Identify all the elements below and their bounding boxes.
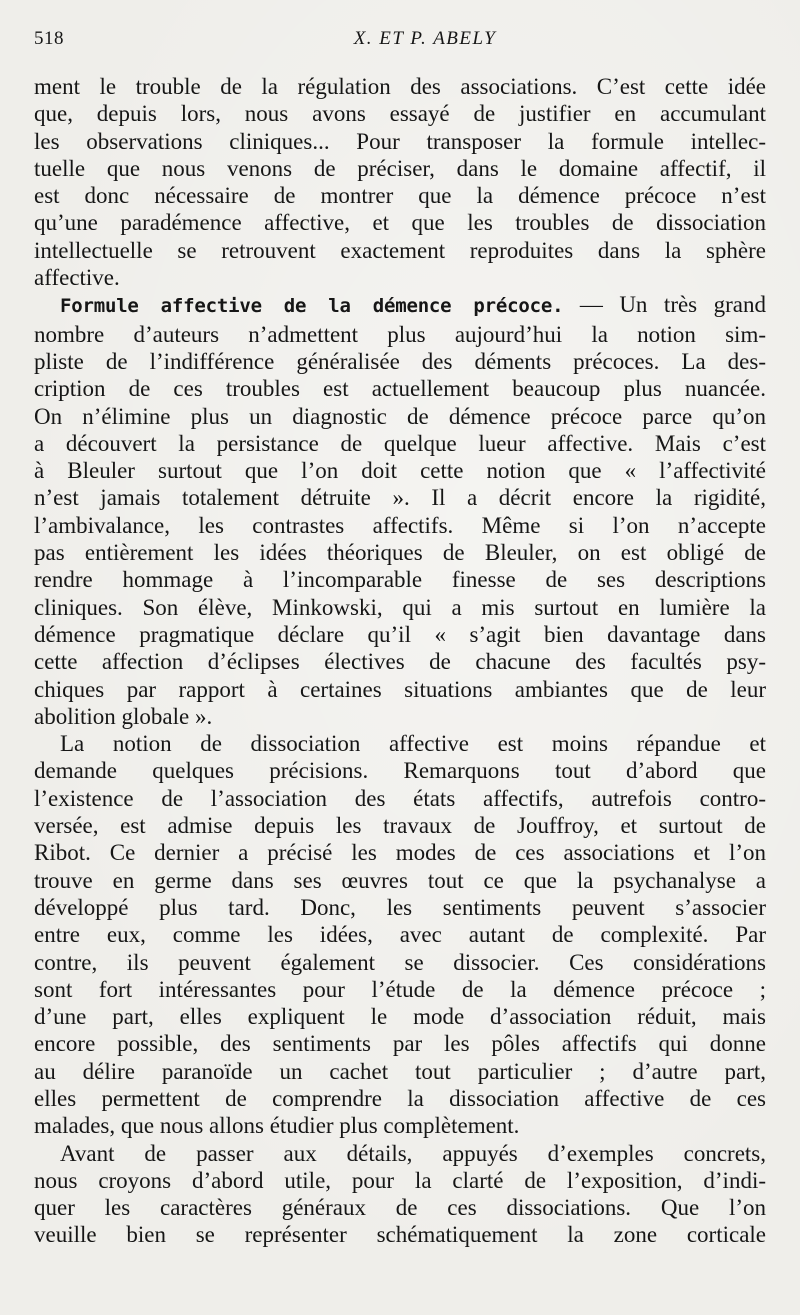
text-line: La notion de dissociation affective est moins répandue et (60, 731, 766, 757)
text-line: à Bleuler surtout que l’on doit cette notion que « l’affectivité (34, 458, 766, 484)
text-line: d’une part, elles expliquent le mode d’association réduit, mais (34, 1004, 766, 1030)
section-title: Formule affective de la démence précoce. (60, 295, 564, 318)
text-line: nombre d’auteurs n’admettent plus aujourd’hui la notion sim- (34, 321, 766, 347)
text-line: pas entièrement les idées théoriques de Bleuler, on est obligé de (34, 540, 766, 566)
text-line: cription de ces troubles est actuellement beaucoup plus nuancée. (34, 376, 766, 402)
text-line: Ribot. Ce dernier a précisé les modes de ces associations et l’on (34, 840, 766, 866)
text-line: au délire paranoïde un cachet tout particulier ; d’autre part, (34, 1058, 766, 1084)
text-line: elles permettent de comprendre la dissociation affective de ces (34, 1085, 766, 1111)
text-line: qu’une paradémence affective, et que les troubles de dissociation (34, 210, 766, 236)
text-line: est donc nécessaire de montrer que la démence précoce n’est (34, 183, 766, 209)
text-line: intellectuelle se retrouvent exactement reproduites dans la sphère (34, 237, 766, 263)
text-line: que, depuis lors, nous avons essayé de justifier en accumulant (34, 101, 766, 127)
text-line: Avant de passer aux détails, appuyés d’exemples concrets, (60, 1140, 766, 1166)
text-line: cliniques. Son élève, Minkowski, qui a mis surtout en lumière la (34, 594, 766, 620)
text-line: ment le trouble de la régulation des associations. C’est cette idée (34, 74, 766, 99)
body-text (34, 73, 766, 1249)
text-line: trouve en germe dans ses œuvres tout ce que la psychanalyse a (34, 867, 766, 893)
text-line: l’ambivalance, les contrastes affectifs. Même si l’on n’accepte (34, 512, 766, 538)
running-head: X. ET P. ABELY (353, 28, 497, 49)
paragraph (34, 73, 766, 291)
text-line: nous croyons d’abord utile, pour la clarté de l’exposition, d’indi- (34, 1167, 766, 1193)
text-line: On n’élimine plus un diagnostic de démence précoce parce qu’on (34, 403, 766, 429)
text-line: démence pragmatique déclare qu’il « s’agit bien davantage dans (34, 621, 766, 647)
text-fragment: — Un très grand (563, 292, 766, 318)
text-line: encore possible, des sentiments par les pôles affectifs qui donne (34, 1031, 766, 1057)
page-number: 518 (34, 28, 64, 49)
text-line: a découvert la persistance de quelque lueur affective. Mais c’est (34, 430, 766, 456)
text-line: demande quelques précisions. Remarquons tout d’abord que (34, 758, 766, 784)
text-line: développé plus tard. Donc, les sentiments peuvent s’associer (34, 894, 766, 920)
text-line: malades, que nous allons étudier plus complètement. (34, 1113, 520, 1139)
text-line: sont fort intéressantes pour l’étude de la démence précoce ; (34, 976, 766, 1002)
text-line: l’existence de l’association des états affectifs, autrefois contro- (34, 785, 766, 811)
text-line: n’est jamais totalement détruite ». Il a décrit encore la rigidité, (34, 485, 766, 511)
text-line: abolition globale ». (34, 703, 213, 729)
text-line: entre eux, comme les idées, avec autant de complexité. Par (34, 922, 766, 948)
text-line: contre, ils peuvent également se dissocier. Ces considérations (34, 949, 766, 975)
text-line: quer les caractères généraux de ces dissociations. Que l’on (34, 1195, 766, 1221)
paragraph (34, 730, 766, 1139)
text-line: veuille bien se représenter schématiquement la zone corticale (34, 1222, 766, 1248)
text-line: chiques par rapport à certaines situations ambiantes que de leur (34, 676, 766, 702)
text-line: rendre hommage à l’incomparable finesse de ses descriptions (34, 567, 766, 593)
paragraph (34, 1140, 766, 1249)
section-heading-line (34, 291, 766, 320)
text-line: tuelle que nous venons de préciser, dans le domaine affectif, il (34, 155, 766, 181)
text-line: affective. (34, 265, 120, 291)
text-line: versée, est admise depuis les travaux de Jouffroy, et surtout de (34, 813, 766, 839)
text-line: les observations cliniques... Pour transposer la formule intellec- (34, 128, 766, 154)
page-header (34, 28, 766, 56)
text-line: cette affection d’éclipses électives de chacune des facultés psy- (34, 649, 766, 675)
paragraph (34, 291, 766, 730)
text-line: pliste de l’indifférence généralisée des déments précoces. La des- (34, 348, 766, 374)
